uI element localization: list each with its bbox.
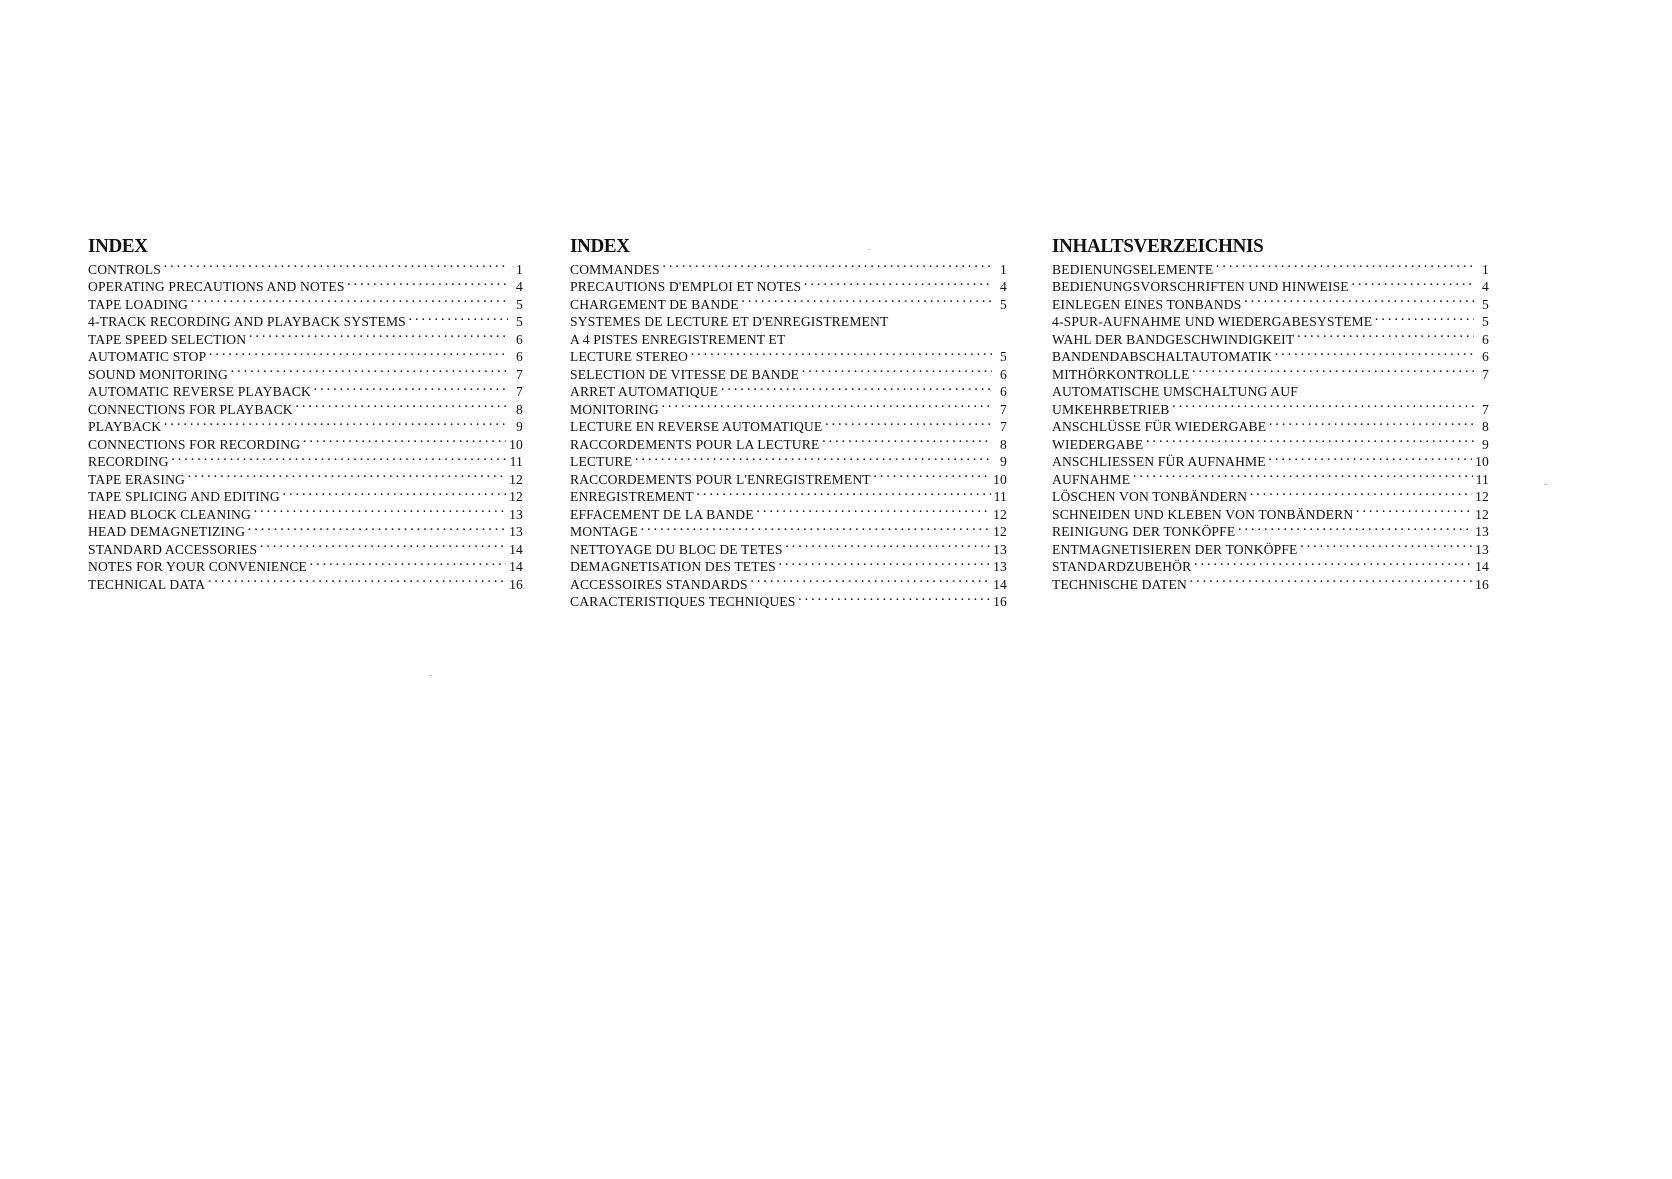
dot-leader: [303, 431, 506, 449]
index-entry-page-number: 8: [516, 401, 523, 417]
index-entry-label: 4-SPUR-AUFNAHME UND WIEDERGABESYSTEME: [1052, 314, 1373, 329]
index-entry-label: NETTOYAGE DU BLOC DE TETES: [570, 541, 783, 557]
index-entry-label: 4-TRACK RECORDING AND PLAYBACK SYSTEMS: [88, 314, 406, 329]
index-entry-page-number: 5: [1000, 349, 1007, 364]
dot-leader: [310, 554, 506, 572]
index-entry-page-number: 7: [1482, 401, 1489, 417]
dot-leader: [314, 379, 508, 397]
dot-leader: [1244, 291, 1474, 309]
dot-leader: [804, 274, 992, 292]
index-entry-label: NOTES FOR YOUR CONVENIENCE: [88, 559, 308, 574]
index-entry-label: CONTROLS: [88, 261, 161, 277]
index-entry-label: SCHNEIDEN UND KLEBEN VON TONBÄNDERN: [1052, 506, 1354, 522]
index-entry-page-number: 12: [1475, 506, 1489, 522]
index-entry-page-number: 5: [516, 296, 523, 312]
dot-leader: [798, 589, 990, 607]
index-entry: [570, 466, 1007, 487]
dot-leader: [1146, 431, 1474, 449]
index-entry-label: AUTOMATIC STOP: [88, 349, 207, 364]
index-entry-page-number: 8: [1482, 419, 1489, 434]
index-entry-page-number: 5: [1482, 296, 1489, 312]
index-entry-label: WAHL DER BANDGESCHWINDIGKEIT: [1052, 331, 1295, 347]
dot-leader: [1173, 396, 1475, 414]
dot-leader: [409, 309, 508, 327]
index-heading-german: INHALTSVERZEICHNIS: [1052, 234, 1264, 257]
index-heading-english: INDEX: [88, 234, 148, 257]
dot-leader: [1133, 466, 1472, 484]
index-entry-page-number: 13: [509, 506, 523, 522]
index-entry-page-number: 11: [1475, 471, 1489, 487]
index-entry-label: CHARGEMENT DE BANDE: [570, 296, 739, 312]
dot-leader: [641, 519, 990, 537]
index-entry-page-number: 16: [1475, 576, 1489, 592]
index-entry-label: MITHÖRKONTROLLE: [1052, 366, 1190, 382]
index-entry-label: TECHNICAL DATA: [88, 576, 206, 592]
index-entry-page-number: 4: [1482, 279, 1489, 294]
index-entry-page-number: 10: [993, 471, 1007, 487]
index-entry-page-number: 12: [509, 489, 523, 504]
index-entry-label: STANDARD ACCESSORIES: [88, 541, 258, 557]
dot-leader: [874, 466, 990, 484]
index-entry-page-number: 1: [1482, 261, 1489, 277]
index-entry-page-number: 6: [1000, 366, 1007, 382]
dot-leader: [788, 326, 1004, 344]
dot-leader: [1275, 344, 1474, 362]
dot-leader: [249, 326, 508, 344]
dot-leader: [751, 571, 990, 589]
index-entry-label: RECORDING: [88, 454, 169, 469]
dot-leader: [1297, 326, 1474, 344]
index-column-english: [88, 234, 523, 592]
index-entry: [570, 256, 1007, 277]
index-entry-label: ACCESSOIRES STANDARDS: [570, 576, 748, 592]
dot-leader: [1375, 309, 1474, 327]
index-entry-page-number: 5: [516, 314, 523, 329]
index-entry-label: A 4 PISTES ENREGISTREMENT ET: [570, 331, 786, 347]
index-entry-page-number: 6: [516, 349, 523, 364]
dot-leader: [1192, 361, 1474, 379]
index-entry-label: LECTURE EN REVERSE AUTOMATIQUE: [570, 419, 823, 434]
dot-leader: [209, 344, 508, 362]
index-entry-label: TAPE ERASING: [88, 471, 186, 487]
dot-leader: [697, 484, 991, 502]
dot-leader: [802, 361, 992, 379]
dot-leader: [188, 466, 506, 484]
index-entry-label: MONTAGE: [570, 524, 638, 539]
dot-leader: [663, 256, 992, 274]
dot-leader: [1356, 501, 1472, 519]
index-entry-label: EFFACEMENT DE LA BANDE: [570, 506, 754, 522]
dot-leader: [1269, 449, 1472, 467]
index-entry-label: ANSCHLIESSEN FÜR AUFNAHME: [1052, 454, 1266, 469]
index-entry-page-number: 9: [1482, 436, 1489, 452]
scan-speck: [868, 249, 870, 250]
dot-leader: [721, 379, 992, 397]
index-entry-page-number: 12: [509, 471, 523, 487]
index-entry-label: CONNECTIONS FOR PLAYBACK: [88, 401, 293, 417]
index-entry-label: RACCORDEMENTS POUR LA LECTURE: [570, 436, 820, 452]
index-entry-page-number: 12: [1475, 489, 1489, 504]
index-entry-page-number: 12: [993, 506, 1007, 522]
index-entry-page-number: 13: [993, 559, 1007, 574]
dot-leader: [172, 449, 507, 467]
index-entry: [1052, 256, 1489, 277]
index-entry-label: SOUND MONITORING: [88, 366, 228, 382]
index-entry-label: ENTMAGNETISIEREN DER TONKÖPFE: [1052, 541, 1298, 557]
dot-leader: [1190, 571, 1472, 589]
dot-leader: [1301, 379, 1486, 397]
index-entry-label: BEDIENUNGSELEMENTE: [1052, 261, 1214, 277]
index-entry-page-number: 11: [993, 489, 1007, 504]
dot-leader: [662, 396, 992, 414]
index-entry-page-number: 14: [1475, 559, 1489, 574]
dot-leader: [1238, 519, 1472, 537]
dot-leader: [348, 274, 508, 292]
index-entry-label: UMKEHRBETRIEB: [1052, 401, 1170, 417]
index-entry-label: TAPE SPEED SELECTION: [88, 331, 247, 347]
index-entry-label: COMMANDES: [570, 261, 660, 277]
dot-leader: [1216, 256, 1474, 274]
index-entry-label: PLAYBACK: [88, 419, 162, 434]
index-entry-page-number: 9: [516, 419, 523, 434]
index-entry-label: REINIGUNG DER TONKÖPFE: [1052, 524, 1236, 539]
index-entry-label: AUTOMATIC REVERSE PLAYBACK: [88, 384, 311, 399]
index-entry-page-number: 13: [1475, 541, 1489, 557]
index-entry-page-number: 14: [509, 559, 523, 574]
dot-leader: [825, 414, 992, 432]
dot-leader: [1352, 274, 1474, 292]
index-entry-label: EINLEGEN EINES TONBANDS: [1052, 296, 1242, 312]
index-entry-page-number: 9: [1000, 454, 1007, 469]
dot-leader: [822, 431, 992, 449]
index-entry-label: TECHNISCHE DATEN: [1052, 576, 1187, 592]
index-entry: [570, 449, 1007, 467]
index-entry-page-number: 4: [516, 279, 523, 294]
index-entry-label: AUTOMATISCHE UMSCHALTUNG AUF: [1052, 384, 1298, 399]
index-entry-label: LECTURE STEREO: [570, 349, 689, 364]
index-entry-page-number: 13: [509, 524, 523, 539]
index-entry-label: ENREGISTREMENT: [570, 489, 694, 504]
dot-leader: [254, 501, 506, 519]
index-entry-page-number: 7: [516, 366, 523, 382]
dot-leader: [248, 519, 506, 537]
dot-leader: [1301, 536, 1473, 554]
index-entry-label: TAPE SPLICING AND EDITING: [88, 489, 280, 504]
index-entry-label: OPERATING PRECAUTIONS AND NOTES: [88, 279, 345, 294]
index-entry-page-number: 8: [1000, 436, 1007, 452]
index-entry-page-number: 10: [1475, 454, 1489, 469]
dot-leader: [191, 291, 508, 309]
index-entry-page-number: 1: [516, 261, 523, 277]
dot-leader: [1194, 554, 1472, 572]
index-entry: [88, 256, 523, 277]
index-entry-label: WIEDERGABE: [1052, 436, 1144, 452]
index-entry-page-number: 14: [509, 541, 523, 557]
index-entry-label: BEDIENUNGSVORSCHRIFTEN UND HINWEISE: [1052, 279, 1349, 294]
index-entry-page-number: 10: [509, 436, 523, 452]
index-entry-label: CARACTERISTIQUES TECHNIQUES: [570, 594, 796, 609]
dot-leader: [260, 536, 506, 554]
index-entry-page-number: 6: [1482, 331, 1489, 347]
index-entry-page-number: 6: [516, 331, 523, 347]
index-entry-label: HEAD DEMAGNETIZING: [88, 524, 246, 539]
index-list-french: [570, 256, 1007, 609]
index-entry-page-number: 13: [1475, 524, 1489, 539]
index-entry-label: BANDENDABSCHALTAUTOMATIK: [1052, 349, 1273, 364]
index-entry-label: ANSCHLÜSSE FÜR WIEDERGABE: [1052, 419, 1267, 434]
dot-leader: [691, 344, 992, 362]
index-entry-label: TAPE LOADING: [88, 296, 189, 312]
index-entry-label: CONNECTIONS FOR RECORDING: [88, 436, 301, 452]
dot-leader: [164, 414, 508, 432]
index-entry-page-number: 14: [993, 576, 1007, 592]
dot-leader: [742, 291, 992, 309]
index-entry-page-number: 7: [516, 384, 523, 399]
index-entry-page-number: 16: [509, 576, 523, 592]
index-entry-label: DEMAGNETISATION DES TETES: [570, 559, 776, 574]
dot-leader: [208, 571, 506, 589]
index-entry-label: SELECTION DE VITESSE DE BANDE: [570, 366, 800, 382]
index-column-french: [570, 234, 1007, 609]
index-entry-label: ARRET AUTOMATIQUE: [570, 384, 719, 399]
index-entry-page-number: 6: [1000, 384, 1007, 399]
dot-leader: [779, 554, 990, 572]
index-entry-label: SYSTEMES DE LECTURE ET D'ENREGISTREMENT: [570, 314, 889, 329]
dot-leader: [891, 309, 1004, 327]
index-entry-page-number: 11: [509, 454, 523, 469]
index-entry-label: STANDARDZUBEHÖR: [1052, 559, 1192, 574]
dot-leader: [1269, 414, 1474, 432]
dot-leader: [296, 396, 508, 414]
index-entry-page-number: 16: [993, 594, 1007, 609]
index-entry-label: PRECAUTIONS D'EMPLOI ET NOTES: [570, 279, 802, 294]
index-list-english: [88, 256, 523, 592]
index-entry-label: RACCORDEMENTS POUR L'ENREGISTREMENT: [570, 471, 871, 487]
index-entry-page-number: 5: [1000, 296, 1007, 312]
dot-leader: [231, 361, 508, 379]
index-column-german: [1052, 234, 1489, 592]
dot-leader: [164, 256, 508, 274]
dot-leader: [1250, 484, 1472, 502]
scan-speck: [1545, 484, 1547, 485]
index-entry-label: MONITORING: [570, 401, 659, 417]
index-entry-page-number: 4: [1000, 279, 1007, 294]
index-entry-page-number: 12: [993, 524, 1007, 539]
scan-speck: [430, 675, 432, 676]
dot-leader: [786, 536, 991, 554]
dot-leader: [635, 449, 992, 467]
index-entry-label: LÖSCHEN VON TONBÄNDERN: [1052, 489, 1248, 504]
index-entry-page-number: 6: [1482, 349, 1489, 364]
index-entry-page-number: 7: [1482, 366, 1489, 382]
index-entry-page-number: 13: [993, 541, 1007, 557]
index-entry-page-number: 1: [1000, 261, 1007, 277]
index-entry-label: LECTURE: [570, 454, 633, 469]
index-list-german: [1052, 256, 1489, 592]
dot-leader: [757, 501, 990, 519]
index-entry-label: AUFNAHME: [1052, 471, 1131, 487]
index-entry-label: HEAD BLOCK CLEANING: [88, 506, 251, 522]
index-entry-page-number: 5: [1482, 314, 1489, 329]
index-heading-french: INDEX: [570, 234, 630, 257]
dot-leader: [283, 484, 506, 502]
index-entry-page-number: 7: [1000, 401, 1007, 417]
index-entry-page-number: 7: [1000, 419, 1007, 434]
